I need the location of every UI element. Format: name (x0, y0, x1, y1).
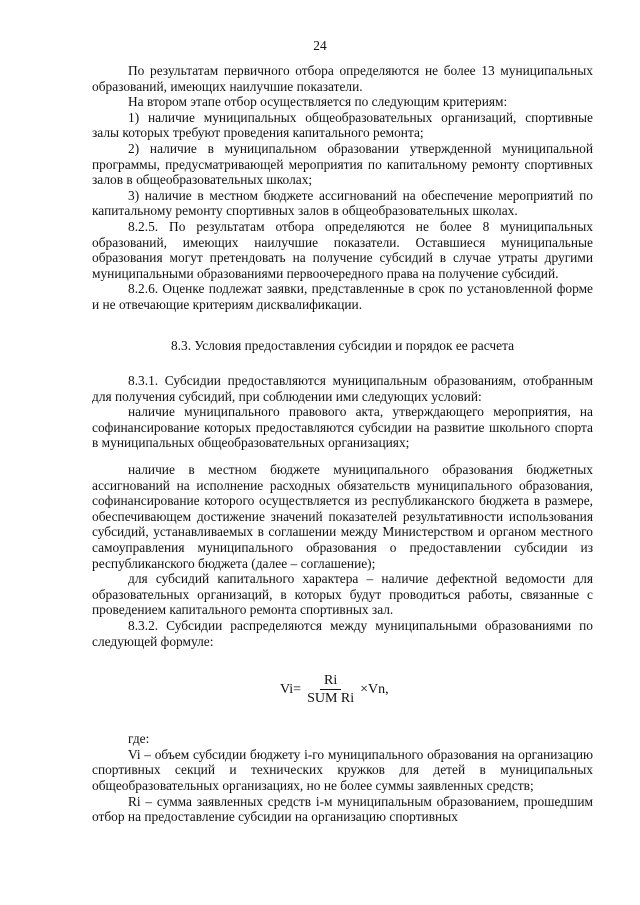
paragraph: 2) наличие в муниципальном образовании утвержденной муниципальной программы, предусматривающей мероприятия по капитальному ремонту спортивных залов в общеобразовательных школах; (92, 140, 593, 188)
subsidy-formula (280, 673, 389, 706)
paragraph: 8.3.2. Субсидии распределяются между муниципальными образованиями по следующей формуле: (92, 618, 593, 649)
paragraph: 8.3.1. Субсидии предоставляются муниципальным образованиям, отобранным для получения субсидий, при соблюдении ими следующих условий: (92, 373, 593, 404)
paragraph: По результатам первичного отбора определяются не более 13 муниципальных образований, имеющих наилучшие показатели. (92, 63, 593, 94)
paragraph: 8.2.5. По результатам отбора определяются не более 8 муниципальных образований, имеющих наилучшие показатели. Оставшиеся муниципальные образования могут претендовать на получение субсидий в случае утраты другими муниципальными образованиями первоочередного права на получение субсидий. (92, 218, 593, 281)
formula-fraction (303, 673, 358, 706)
paragraph: На втором этапе отбор осуществляется по следующим критериям: (128, 94, 508, 110)
document-body (92, 63, 593, 825)
formula-block (92, 649, 593, 731)
paragraph: Vi – объем субсидии бюджету i-го муниципального образования на организацию спортивных секций и технических кружков для детей в муниципальных общеобразовательных организациях, но не более суммы заявленных средств; (92, 746, 593, 793)
paragraph: 8.2.6. Оценке подлежат заявки, представленные в срок по установленной форме и не отвечающие критериям дисквалификации. (92, 281, 593, 312)
section-heading: 8.3. Условия предоставления субсидии и порядок ее расчета (170, 337, 515, 353)
paragraph: наличие муниципального правового акта, утверждающего мероприятия, на софинансирование которых предоставляются субсидии на развитие школьного спорта в муниципальных общеобразовательных организациях; (92, 404, 593, 451)
formula-numerator: Ri (320, 673, 341, 690)
formula-lhs: Vi= (280, 681, 302, 697)
paragraph: 1) наличие муниципальных общеобразовательных организаций, спортивные залы которых требуют проведения капитального ремонта; (92, 109, 593, 141)
formula-rhs: ×Vn, (360, 681, 389, 697)
formula-denominator: SUM Ri (307, 691, 355, 707)
paragraph: наличие в местном бюджете муниципального образования бюджетных ассигнований на исполнение расходных обязательств муниципального образования, софинансирование которого осуществляется из республиканского бюджета в размере, обеспечивающем достижение значений показателей результативности использования субсидий, устанавливаемых в соглашении между Министерством и органом местного самоуправления муниципального образования о предоставлении субсидии из республиканского бюджета (далее – соглашение); (92, 462, 593, 571)
where-label: где: (128, 731, 150, 747)
page-number: 24 (313, 38, 327, 53)
paragraph: для субсидий капитального характера – наличие дефектной ведомости для образовательных организаций, в которых будут проводиться работы, связанные с проведением капитального ремонта спортивных зал. (92, 571, 593, 618)
paragraph: Ri – сумма заявленных средств i-м муниципальным образованием, прошедшим отбор на предоставление субсидии на организацию спортивных (92, 793, 593, 825)
paragraph: 3) наличие в местном бюджете ассигнований на обеспечение мероприятий по капитальному ремонту спортивных залов в общеобразовательных школах. (92, 187, 593, 219)
